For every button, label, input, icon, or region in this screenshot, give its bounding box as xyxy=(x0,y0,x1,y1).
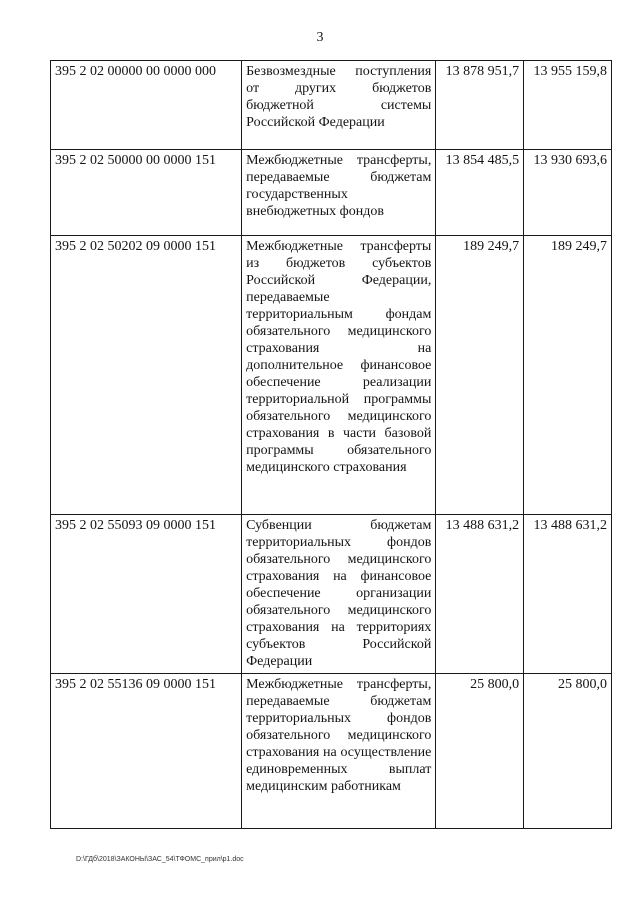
row-amount-1: 13 854 485,5 xyxy=(436,150,524,236)
row-amount-1: 189 249,7 xyxy=(436,236,524,515)
table-row xyxy=(51,61,612,150)
table-row xyxy=(51,236,612,515)
table-row xyxy=(51,150,612,236)
row-description: Межбюджетные трансферты, передаваемые бюджетам территориальных фондов обязательного медицинского страхования на осуществление единовременных выплат медицинским работникам xyxy=(242,674,436,829)
row-amount-2: 13 955 159,8 xyxy=(524,61,612,150)
table-row xyxy=(51,515,612,674)
page-number: 3 xyxy=(316,30,324,45)
row-amount-2: 13 488 631,2 xyxy=(524,515,612,674)
row-amount-2: 13 930 693,6 xyxy=(524,150,612,236)
row-code: 395 2 02 00000 00 0000 000 xyxy=(51,61,242,150)
row-amount-2: 189 249,7 xyxy=(524,236,612,515)
row-description: Субвенции бюджетам территориальных фондов обязательного медицинского страхования на финансовое обеспечение организации обязательного медицинского страхования на территориях субъектов Российской Федерации xyxy=(242,515,436,674)
row-amount-2: 25 800,0 xyxy=(524,674,612,829)
row-code: 395 2 02 55136 09 0000 151 xyxy=(51,674,242,829)
row-code: 395 2 02 55093 09 0000 151 xyxy=(51,515,242,674)
row-code: 395 2 02 50000 00 0000 151 xyxy=(51,150,242,236)
row-code: 395 2 02 50202 09 0000 151 xyxy=(51,236,242,515)
row-amount-1: 13 878 951,7 xyxy=(436,61,524,150)
table-row xyxy=(51,674,612,829)
row-description: Безвозмездные поступления от других бюджетов бюджетной системы Российской Федерации xyxy=(242,61,436,150)
row-amount-1: 13 488 631,2 xyxy=(436,515,524,674)
row-amount-1: 25 800,0 xyxy=(436,674,524,829)
footer-file-path: D:\ГДб\2018\ЗАКОНЫ\ЗАС_54\ТФОМС_прил\р1.doc xyxy=(76,856,244,863)
budget-table xyxy=(50,60,612,829)
row-description: Межбюджетные трансферты из бюджетов субъектов Российской Федерации, передаваемые территориальным фондам обязательного медицинского страхования на дополнительное финансовое обеспечение реализации территориальной программы обязательного медицинского страхования в части базовой программы обязательного медицинского страхования xyxy=(242,236,436,515)
row-description: Межбюджетные трансферты, передаваемые бюджетам государственных внебюджетных фондов xyxy=(242,150,436,236)
